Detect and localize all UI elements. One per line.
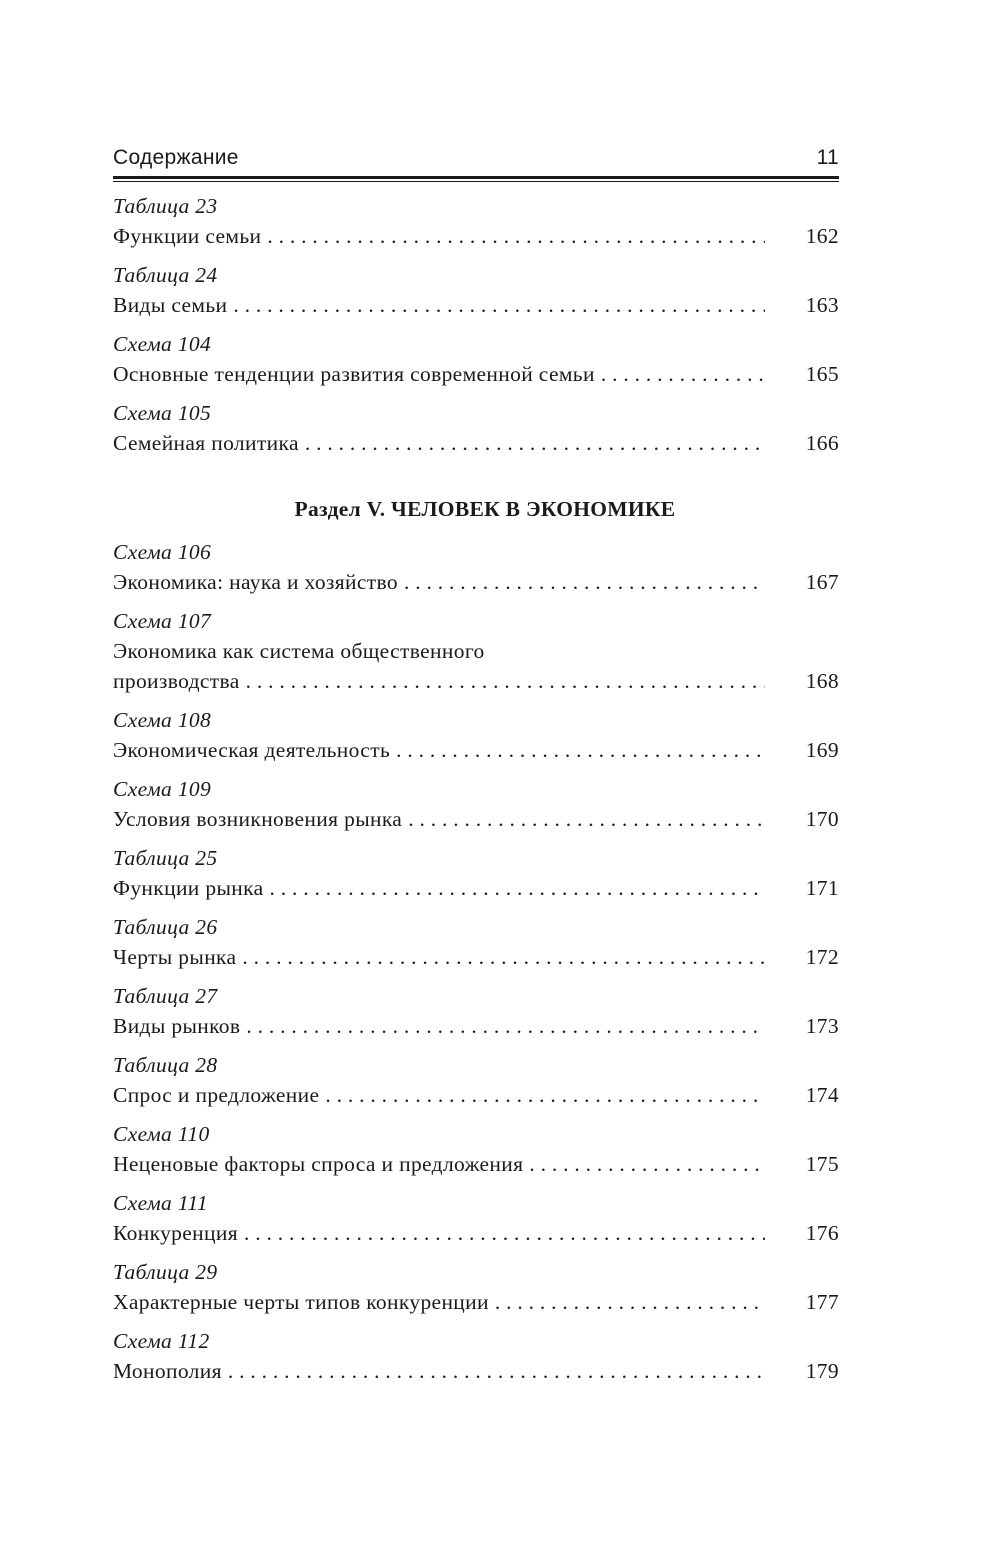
- toc-entry-line: [113, 666, 839, 696]
- dot-leader: [242, 942, 765, 972]
- toc-entry-page: 166: [805, 431, 839, 455]
- toc-entry-line: [113, 221, 839, 251]
- dot-leader: [244, 1218, 765, 1248]
- toc-entry-page: 168: [805, 669, 839, 693]
- toc-entry-label: Таблица 27: [113, 984, 218, 1008]
- toc-entry-label: Схема 104: [113, 332, 212, 356]
- dot-leader: [325, 1080, 765, 1110]
- toc-entry-page: 169: [805, 738, 839, 762]
- dot-leader: [305, 428, 765, 458]
- toc-entry-line: [113, 735, 839, 765]
- page-number: 11: [816, 146, 839, 169]
- toc-entry: [113, 399, 839, 458]
- toc-entry-title: Семейная политика: [113, 431, 299, 455]
- toc-entry-title: Виды рынков: [113, 1014, 241, 1038]
- toc-entry-title: Неценовые факторы спроса и предложения: [113, 1152, 524, 1176]
- toc-entry-page: 179: [805, 1359, 839, 1383]
- toc-entry: [113, 775, 839, 834]
- book-page: [113, 143, 839, 1396]
- toc-entry-title: производства: [113, 669, 240, 693]
- toc-entry: [113, 982, 839, 1041]
- toc-entry-line: [113, 1011, 839, 1041]
- toc-entry-line: [113, 1356, 839, 1386]
- toc-entry-label: Таблица 26: [113, 915, 218, 939]
- toc-entry-line: [113, 290, 839, 320]
- toc-entry-line: [113, 359, 839, 389]
- toc-entry-label: Схема 109: [113, 777, 212, 801]
- toc-entry-label: Таблица 28: [113, 1053, 218, 1077]
- toc-entry-page: 167: [805, 570, 839, 594]
- toc-entry-page: 165: [805, 362, 839, 386]
- toc-entry-page: 171: [805, 876, 839, 900]
- toc-entry-page: 163: [805, 293, 839, 317]
- dot-leader: [396, 735, 765, 765]
- dot-leader: [246, 1011, 765, 1041]
- toc-entry-label: Таблица 29: [113, 1260, 218, 1284]
- dot-leader: [267, 221, 765, 251]
- toc-entries-group: [113, 538, 839, 1386]
- toc-entry-line: [113, 567, 839, 597]
- dot-leader: [408, 804, 765, 834]
- toc-entry: [113, 844, 839, 903]
- toc-entry-page: 177: [805, 1290, 839, 1314]
- toc-entry-line: [113, 873, 839, 903]
- toc-entry-title: Монополия: [113, 1359, 222, 1383]
- toc-entry-title: Экономическая деятельность: [113, 738, 391, 762]
- toc-entry: [113, 330, 839, 389]
- toc-entry-label: Схема 108: [113, 708, 212, 732]
- toc-entry-page: 176: [805, 1221, 839, 1245]
- dot-leader: [529, 1149, 765, 1179]
- toc-entry-title: Основные тенденции развития современной семьи: [113, 362, 595, 386]
- toc-entry-label: Схема 110: [113, 1122, 210, 1146]
- toc-entry-line: [113, 428, 839, 458]
- toc-entry: [113, 913, 839, 972]
- toc-entry-label: Таблица 23: [113, 194, 218, 218]
- toc-entries-group: [113, 192, 839, 458]
- toc-entry: [113, 1327, 839, 1386]
- toc-entry: [113, 706, 839, 765]
- dot-leader: [228, 1356, 765, 1386]
- toc-entry-page: 162: [805, 224, 839, 248]
- toc-entry-line: [113, 1080, 839, 1110]
- dot-leader: [246, 666, 765, 696]
- toc-entry-label: Таблица 24: [113, 263, 218, 287]
- toc-entry-title: Виды семьи: [113, 293, 228, 317]
- toc-entry: [113, 538, 839, 597]
- dot-leader: [601, 359, 765, 389]
- running-head-title: Содержание: [113, 146, 239, 169]
- toc-entry-line: [113, 1149, 839, 1179]
- toc-entry-label: Таблица 25: [113, 846, 218, 870]
- running-head: [113, 143, 839, 173]
- toc-entry-page: 175: [805, 1152, 839, 1176]
- toc-entry: [113, 1120, 839, 1179]
- table-of-contents: [113, 192, 839, 1386]
- toc-entry-title: Функции рынка: [113, 876, 264, 900]
- toc-entry-label: Схема 107: [113, 609, 212, 633]
- section-heading: Раздел V. ЧЕЛОВЕК В ЭКОНОМИКЕ: [294, 497, 676, 521]
- dot-leader: [270, 873, 766, 903]
- toc-entry-title: Условия возникновения рынка: [113, 807, 403, 831]
- toc-entry-title: Спрос и предложение: [113, 1083, 320, 1107]
- toc-entry-line: [113, 1218, 839, 1248]
- toc-entry-label: Схема 112: [113, 1329, 210, 1353]
- toc-entry-label: Схема 105: [113, 401, 212, 425]
- toc-entry-page: 174: [805, 1083, 839, 1107]
- toc-entry-title: Конкуренция: [113, 1221, 238, 1245]
- toc-entry: [113, 261, 839, 320]
- dot-leader: [233, 290, 765, 320]
- toc-entry-page: 173: [805, 1014, 839, 1038]
- toc-entry: [113, 192, 839, 251]
- toc-entry-line: [113, 1287, 839, 1317]
- toc-entry: [113, 607, 839, 696]
- dot-leader: [495, 1287, 765, 1317]
- toc-entry-line: [113, 942, 839, 972]
- toc-entry-title: Функции семьи: [113, 224, 262, 248]
- dot-leader: [404, 567, 765, 597]
- toc-entry: [113, 1258, 839, 1317]
- toc-entry-page: 170: [805, 807, 839, 831]
- toc-entry-title: Черты рынка: [113, 945, 237, 969]
- toc-entry-title-line: Экономика как система общественного: [113, 639, 485, 663]
- toc-entry-title: Экономика: наука и хозяйство: [113, 570, 398, 594]
- toc-entry: [113, 1189, 839, 1248]
- toc-entry-line: [113, 804, 839, 834]
- header-rule-thick: [113, 176, 839, 179]
- header-rule-thin: [113, 181, 839, 182]
- toc-entry-label: Схема 111: [113, 1191, 208, 1215]
- toc-entry-page: 172: [805, 945, 839, 969]
- toc-entry: [113, 1051, 839, 1110]
- toc-entry-label: Схема 106: [113, 540, 212, 564]
- toc-entry-title: Характерные черты типов конкуренции: [113, 1290, 489, 1314]
